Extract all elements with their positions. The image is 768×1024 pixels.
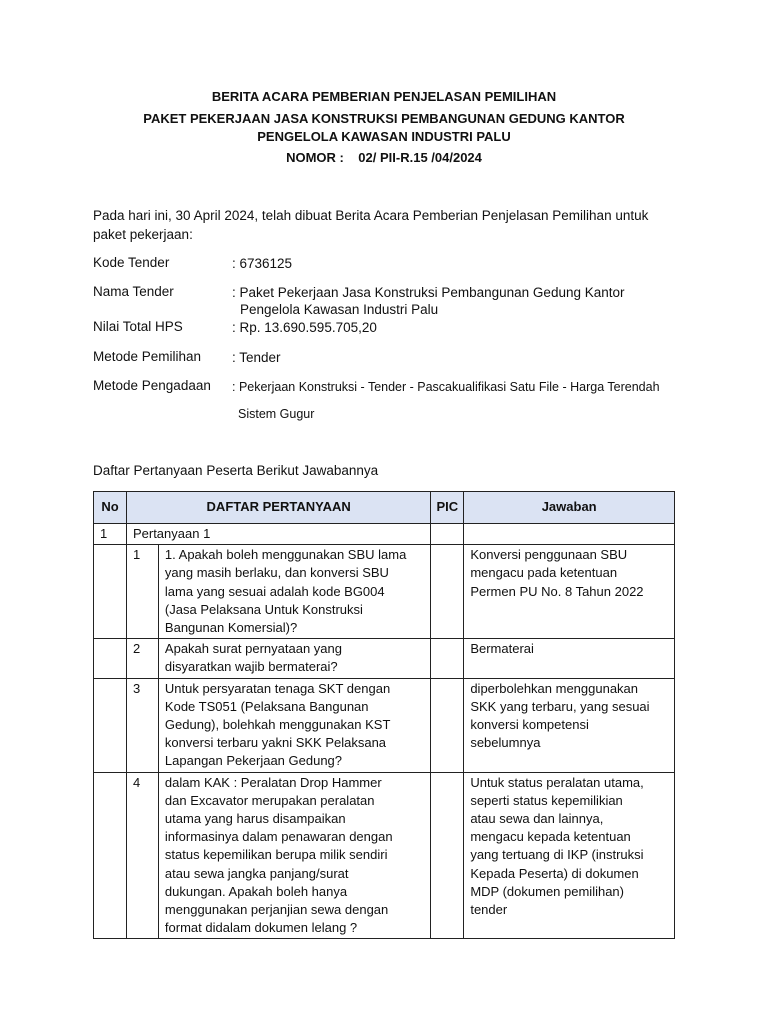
table-row — [94, 545, 675, 639]
answer-line: seperti status kepemilikian — [470, 792, 623, 808]
header-question: DAFTAR PERTANYAAN — [126, 492, 430, 524]
row-question — [158, 772, 430, 939]
table-row — [94, 772, 675, 939]
title-line-3: PENGELOLA KAWASAN INDUSTRI PALU — [257, 129, 511, 144]
question-line: Lapangan Pekerjaan Gedung? — [164, 753, 343, 769]
row-answer — [464, 678, 675, 772]
answer-line: atau sewa dan lainnya, — [470, 811, 604, 827]
questions-table — [93, 491, 675, 939]
header-pic: PIC — [431, 492, 464, 524]
row-group-cell — [94, 678, 127, 772]
answer-line: Permen PU No. 8 Tahun 2022 — [470, 583, 644, 599]
row-group-cell — [94, 545, 127, 639]
title-line-2: PAKET PEKERJAAN JASA KONSTRUKSI PEMBANGUNAN GEDUNG KANTOR — [143, 111, 625, 126]
row-question — [158, 639, 430, 678]
question-line: Kode TS051 (Pelaksana Bangunan — [164, 698, 369, 714]
kode-tender-value: : 6736125 — [232, 256, 293, 271]
document-number: NOMOR : 02/ PII-R.15 /04/2024 — [286, 150, 482, 165]
question-line: Apakah surat pernyataan yang — [164, 641, 342, 657]
question-line: dan Excavator merupakan peralatan — [164, 792, 375, 808]
answer-line: diperbolehkan menggunakan — [470, 680, 639, 696]
answer-line: Bermaterai — [470, 641, 534, 657]
question-line: status kepemilikan berupa milik sendiri — [164, 847, 388, 863]
question-line: utama yang harus disampaikan — [164, 811, 346, 827]
answer-line: Untuk status peralatan utama, — [470, 774, 644, 790]
group-no: 1 — [94, 524, 127, 545]
row-group-cell — [94, 772, 127, 939]
question-line: informasinya dalam penawaran dengan — [164, 829, 393, 845]
question-line: disyaratkan wajib bermaterai? — [164, 659, 338, 675]
metode-pengadaan-value-1: : Pekerjaan Konstruksi - Tender - Pascakualifikasi Satu File - Harga Terendah — [232, 380, 660, 394]
answer-line: Kepada Peserta) di dokumen — [470, 865, 639, 881]
group-answer — [464, 524, 675, 545]
row-answer — [464, 772, 675, 939]
question-line: 1. Apakah boleh menggunakan SBU lama — [164, 547, 407, 563]
question-line: Bangunan Komersial)? — [164, 620, 298, 636]
metode-pengadaan-label: Metode Pengadaan — [93, 378, 211, 393]
metode-pemilihan-value: : Tender — [232, 350, 281, 365]
nama-tender-value-2: Pengelola Kawasan Industri Palu — [240, 302, 439, 317]
nilai-hps-value: : Rp. 13.690.595.705,20 — [232, 320, 377, 335]
question-line: dalam KAK : Peralatan Drop Hammer — [164, 774, 382, 790]
question-line: yang masih berlaku, dan konversi SBU — [164, 565, 389, 581]
intro-line-1: Pada hari ini, 30 April 2024, telah dibuat Berita Acara Pemberian Penjelasan Pemilihan untuk — [93, 208, 649, 223]
question-line: atau sewa jangka panjang/surat — [164, 865, 349, 881]
row-answer — [464, 639, 675, 678]
question-line: Untuk persyaratan tenaga SKT dengan — [164, 680, 391, 696]
row-pic — [431, 545, 464, 639]
answer-line: tender — [470, 902, 508, 918]
header-no: No — [94, 492, 127, 524]
question-line: menggunakan perjanjian sewa dengan — [164, 902, 389, 918]
question-line: (Jasa Pelaksana Untuk Konstruksi — [164, 601, 363, 617]
nilai-hps-label: Nilai Total HPS — [93, 319, 183, 334]
question-line: dukungan. Apakah boleh hanya — [164, 883, 348, 899]
answer-line: yang tertuang di IKP (instruksi — [470, 847, 644, 863]
group-label: Pertanyaan 1 — [126, 524, 430, 545]
row-pic — [431, 678, 464, 772]
row-number: 3 — [126, 678, 158, 772]
answer-line: konversi kompetensi — [470, 717, 589, 733]
answer-line: SKK yang terbaru, yang sesuai — [470, 698, 650, 714]
table-group-row — [94, 524, 675, 545]
row-question — [158, 678, 430, 772]
row-pic — [431, 772, 464, 939]
nama-tender-label: Nama Tender — [93, 284, 174, 299]
question-line: format didalam dokumen lelang ? — [164, 920, 358, 936]
row-answer — [464, 545, 675, 639]
group-pic — [431, 524, 464, 545]
row-number: 4 — [126, 772, 158, 939]
answer-line: Konversi penggunaan SBU — [470, 547, 628, 563]
nama-tender-value-1: : Paket Pekerjaan Jasa Konstruksi Pembangunan Gedung Kantor — [232, 285, 625, 300]
title-line-1: BERITA ACARA PEMBERIAN PENJELASAN PEMILIHAN — [211, 89, 557, 104]
answer-line: MDP (dokumen pemilihan) — [470, 883, 624, 899]
table-row — [94, 678, 675, 772]
row-group-cell — [94, 639, 127, 678]
intro-line-2: paket pekerjaan: — [93, 227, 193, 242]
kode-tender-label: Kode Tender — [93, 255, 170, 270]
table-header-row — [94, 492, 675, 524]
section-title: Daftar Pertanyaan Peserta Berikut Jawabannya — [93, 463, 379, 478]
row-number: 1 — [126, 545, 158, 639]
question-line: lama yang sesuai adalah kode BG004 — [164, 583, 385, 599]
table-row — [94, 639, 675, 678]
row-number: 2 — [126, 639, 158, 678]
question-line: konversi terbaru yakni SKK Pelaksana — [164, 735, 387, 751]
question-line: Gedung), bolehkah menggunakan KST — [164, 717, 391, 733]
row-pic — [431, 639, 464, 678]
metode-pemilihan-label: Metode Pemilihan — [93, 349, 202, 364]
header-answer: Jawaban — [464, 492, 675, 524]
answer-line: sebelumnya — [470, 735, 541, 751]
row-question — [158, 545, 430, 639]
answer-line: mengacu kepada ketentuan — [470, 829, 631, 845]
metode-pengadaan-value-2: Sistem Gugur — [238, 407, 315, 421]
answer-line: mengacu pada ketentuan — [470, 565, 618, 581]
